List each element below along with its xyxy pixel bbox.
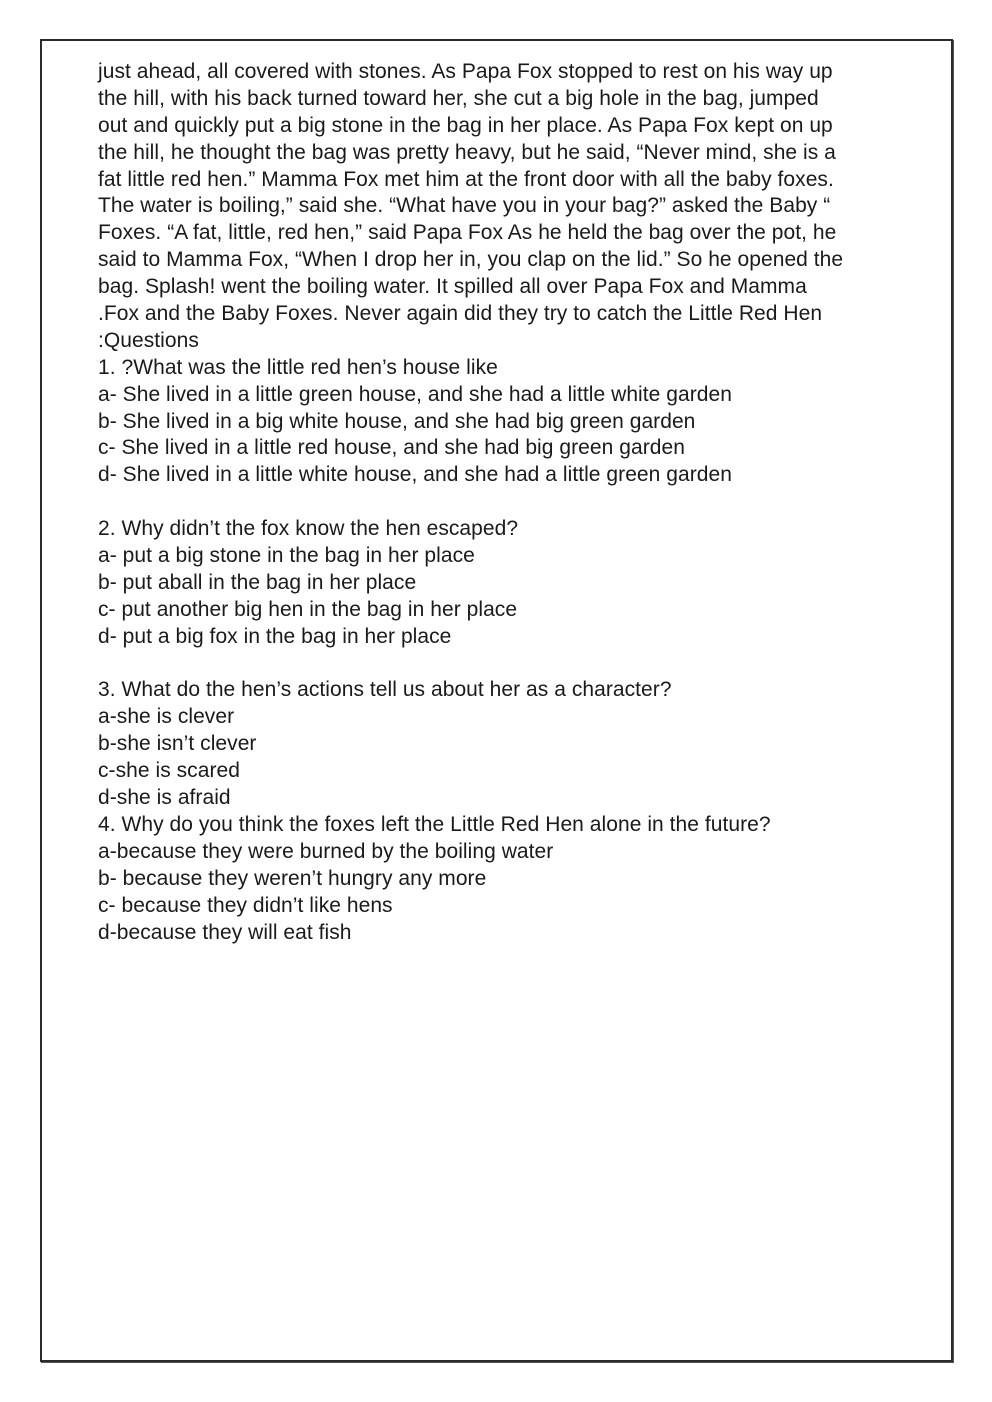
answer-option: d- She lived in a little white house, and she had a little green garden [98,463,732,487]
passage-line: bag. Splash! went the boiling water. It spilled all over Papa Fox and Mamma [98,275,807,299]
answer-option: a- put a big stone in the bag in her place [98,544,475,568]
passage-line: just ahead, all covered with stones. As Papa Fox stopped to rest on his way up [98,60,833,83]
passage-line: Foxes. “A fat, little, red hen,” said Papa Fox As he held the bag over the pot, he [98,221,837,245]
answer-option: d-she is afraid [98,786,231,810]
spacer [98,651,938,678]
story-passage [98,59,938,328]
answer-option: d-because they will eat fish [98,920,352,944]
answer-option: c- put another big hen in the bag in her place [98,597,518,621]
question-3 [98,677,938,811]
answer-option: d- put a big fox in the bag in her place [98,624,452,648]
question-1 [98,355,938,489]
answer-option: a- She lived in a little green house, and she had a little white garden [98,382,732,406]
question-prompt: 3. What do the hen’s actions tell us about her as a character? [98,678,672,702]
question-2 [98,516,938,650]
question-prompt: 2. Why didn’t the fox know the hen escaped? [98,517,519,541]
passage-line: out and quickly put a big stone in the bag in her place. As Papa Fox kept on up [98,113,833,137]
questions-heading: :Questions [98,328,199,352]
passage-line: The water is boiling,” said she. “What have you in your bag?” asked the Baby “ [98,194,831,218]
answer-option: c- She lived in a little red house, and she had big green garden [98,436,685,460]
question-prompt: 4. Why do you think the foxes left the Little Red Hen alone in the future? [98,812,771,836]
passage-line: the hill, he thought the bag was pretty heavy, but he said, “Never mind, she is a [98,140,836,164]
question-4 [98,812,938,946]
question-prompt: 1. ?What was the little red hen’s house like [98,355,498,379]
worksheet-content [98,59,938,946]
passage-line: fat little red hen.” Mamma Fox met him at the front door with all the baby foxes. [98,167,834,191]
passage-line: .Fox and the Baby Foxes. Never again did they try to catch the Little Red Hen [98,302,823,326]
answer-option: b- because they weren’t hungry any more [98,866,487,890]
answer-option: b- She lived in a big white house, and she had big green garden [98,409,696,433]
answer-option: a-because they were burned by the boiling water [98,839,554,863]
spacer [98,489,938,516]
answer-option: b- put aball in the bag in her place [98,570,417,594]
answer-option: a-she is clever [98,705,235,729]
answer-option: c-she is scared [98,759,240,783]
answer-option: c- because they didn’t like hens [98,893,393,917]
passage-line: the hill, with his back turned toward her, she cut a big hole in the bag, jumped [98,86,819,110]
answer-option: b-she isn’t clever [98,732,257,756]
passage-line: said to Mamma Fox, “When I drop her in, you clap on the lid.” So he opened the [98,248,844,272]
